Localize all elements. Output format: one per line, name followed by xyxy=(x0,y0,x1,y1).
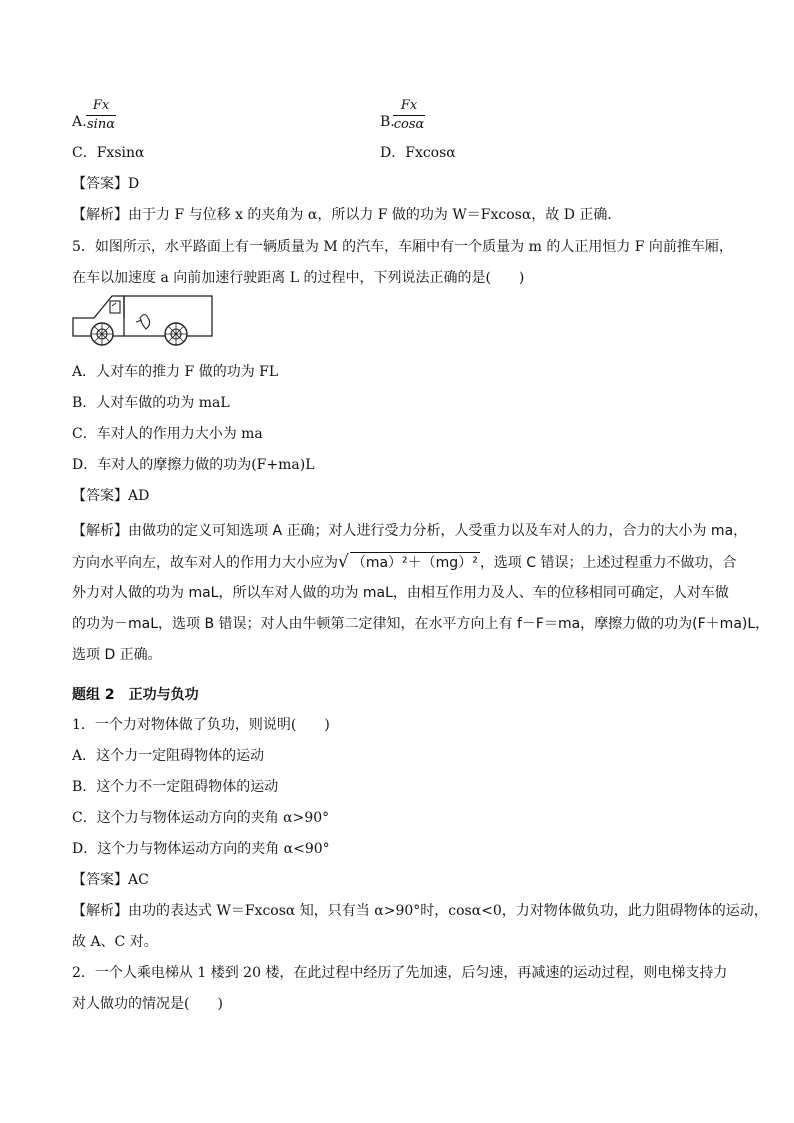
q5-analysis-line2-post: ，选项 C 错误；上述过程重力不做功，合 xyxy=(479,555,737,571)
q5-option-c: C．车对人的作用力大小为 ma xyxy=(72,426,263,442)
g2-q1-stem: 1．一个力对物体做了负功，则说明( ) xyxy=(72,717,330,733)
q4-answer: 【答案】D xyxy=(72,176,140,192)
g2-q1-analysis-line2: 故 A、C 对。 xyxy=(72,934,158,950)
q4-option-b-numerator: Fx xyxy=(400,98,418,113)
q4-option-b-denominator: cosα xyxy=(393,117,425,132)
g2-q2-stem-line2: 对人做功的情况是( ) xyxy=(72,996,223,1012)
truck-window xyxy=(110,301,120,313)
q5-stem-line2: 在车以加速度 a 向前加速行驶距离 L 的过程中，下列说法正确的是( ) xyxy=(72,270,525,286)
g2-q1-analysis-line1: 【解析】由功的表达式 W＝Fxcosα 知，只有当 α>90°时，cosα<0，力对物体做负功，此力阻碍物体的运动， xyxy=(72,903,768,919)
person-pushing xyxy=(140,315,150,330)
g2-q1-answer: 【答案】AC xyxy=(72,872,149,888)
q4-option-a-label: A. xyxy=(72,114,87,130)
q5-analysis-line3: 外力对人做的功为 maL，所以车对人做的功为 maL，由相互作用力及人、车的位移相同可确定，人对车做 xyxy=(72,585,729,601)
g2-q1-option-d: D．这个力与物体运动方向的夹角 α<90° xyxy=(72,841,330,857)
q5-analysis-sqrt-expression: （ma）²＋（mg）² xyxy=(350,552,480,573)
g2-q1-option-b: B．这个力不一定阻碍物体的运动 xyxy=(72,779,279,795)
section-heading: 题组 2 正功与负功 xyxy=(72,687,199,703)
q5-analysis-line2: 方向水平向左，故车对人的作用力大小应为√ （ma）²＋（mg）² ，选项 C 错误；上述过程重力不做功，合 xyxy=(72,552,737,572)
q5-answer: 【答案】AD xyxy=(72,488,150,504)
q4-option-b-fraction xyxy=(393,98,425,133)
q4-option-b-label: B. xyxy=(380,114,395,130)
q4-option-a-numerator: Fx xyxy=(92,98,110,113)
q5-analysis-line1: 【解析】由做功的定义可知选项 A 正确；对人进行受力分析，人受重力以及车对人的力，合力的大小为 ma， xyxy=(72,523,748,539)
q5-option-b: B．人对车做的功为 maL xyxy=(72,395,230,411)
g2-q1-option-c: C．这个力与物体运动方向的夹角 α>90° xyxy=(72,810,330,826)
q4-option-a-denominator: sinα xyxy=(87,117,115,132)
g2-q1-option-a: A．这个力一定阻碍物体的运动 xyxy=(72,748,265,764)
q5-stem-line1: 5．如图所示，水平路面上有一辆质量为 M 的汽车，车厢中有一个质量为 m 的人正用恒力 F 向前推车厢， xyxy=(72,239,733,255)
q5-analysis-line5: 选项 D 正确。 xyxy=(72,647,162,663)
g2-q2-stem-line1: 2．一个人乘电梯从 1 楼到 20 楼，在此过程中经历了先加速，后匀速，再减速的运动过程，则电梯支持力 xyxy=(72,965,728,981)
q5-option-d: D．车对人的摩擦力做的功为(F+ma)L xyxy=(72,457,315,473)
q4-option-a-fraction xyxy=(86,98,116,133)
q5-option-a: A．人对车的推力 F 做的功为 FL xyxy=(72,364,279,380)
q4-option-c: C．Fxsinα xyxy=(72,145,145,161)
q4-option-d: D．Fxcosα xyxy=(380,145,456,161)
q5-analysis-line2-pre: 方向水平向左，故车对人的作用力大小应为 xyxy=(72,555,338,571)
q5-analysis-line4: 的功为－maL，选项 B 错误；对人由牛顿第二定律知，在水平方向上有 f－F＝ma，摩擦力做的功为(F＋ma)L， xyxy=(72,616,770,632)
truck-figure xyxy=(72,294,214,352)
q4-analysis: 【解析】由于力 F 与位移 x 的夹角为 α，所以力 F 做的功为 W＝Fxcosα，故 D 正确． xyxy=(72,207,622,223)
